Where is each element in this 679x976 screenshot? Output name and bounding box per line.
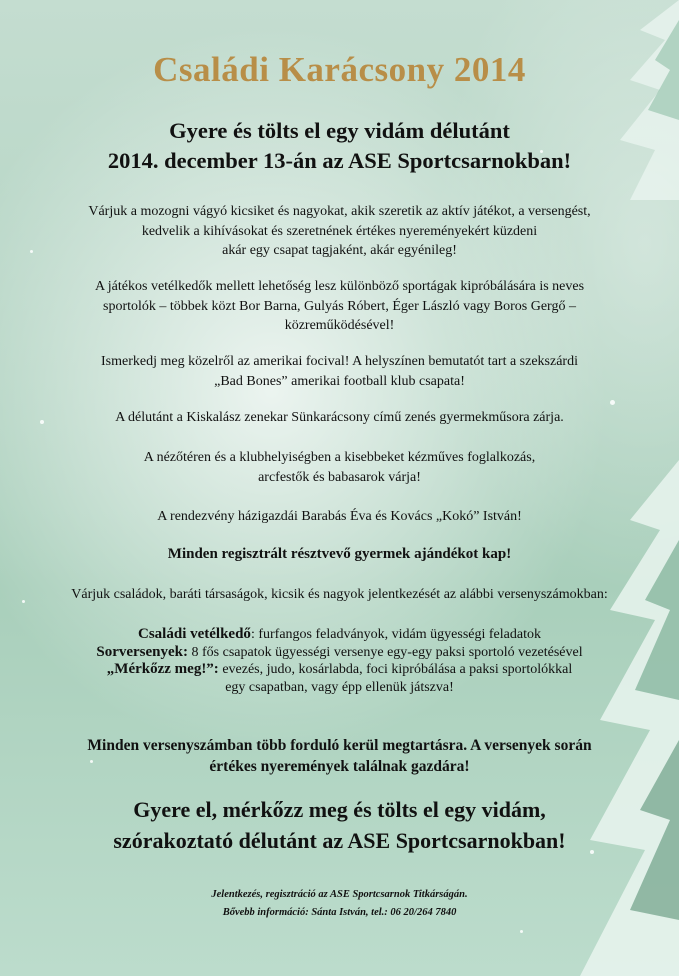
text-line: arcfestők és babasarok várja! bbox=[258, 469, 421, 485]
closing-call bbox=[0, 794, 679, 856]
football-paragraph bbox=[40, 352, 639, 391]
events-list bbox=[40, 626, 639, 696]
text-line: értékes nyeremények találnak gazdára! bbox=[209, 758, 470, 775]
intro-paragraph bbox=[40, 202, 639, 261]
event-description: evezés, judo, kosárlabda, foci kipróbálása a paksi sportolókkal bbox=[218, 662, 573, 677]
event-item bbox=[40, 679, 639, 697]
text-line: A játékos vetélkedők mellett lehetőség lesz különböző sportágak kipróbálására is neves bbox=[94, 279, 585, 294]
subtitle-line: Gyere és tölts el egy vidám délutánt bbox=[169, 118, 510, 143]
sports-paragraph bbox=[40, 277, 639, 336]
subtitle-line: 2014. december 13-án az ASE Sportcsarnokban! bbox=[107, 148, 572, 173]
text-line: Minden versenyszámban több forduló kerül megtartásra. A versenyek során bbox=[87, 737, 592, 754]
text-line: Minden regisztrált résztvevő gyermek ajándékot kap! bbox=[167, 546, 512, 562]
hosts-paragraph bbox=[40, 507, 639, 527]
gift-paragraph bbox=[40, 545, 639, 565]
text-line: „Bad Bones” amerikai football klub csapata! bbox=[214, 373, 465, 389]
event-name: „Mérkőzz meg!”: bbox=[106, 661, 219, 677]
crafts-paragraph bbox=[40, 448, 639, 487]
text-line: kedvelik a kihívásokat és szeretnének értékes nyereményekért küzdeni bbox=[141, 223, 538, 239]
text-line: Várjuk a mozogni vágyó kicsiket és nagyokat, akik szeretik az aktív játékot, a versengést, bbox=[88, 204, 591, 219]
snowflake bbox=[30, 250, 33, 253]
text-line: A rendezvény házigazdái Barabás Éva és Kovács „Kokó” István! bbox=[157, 509, 522, 524]
flyer-subtitle bbox=[0, 116, 679, 176]
event-description: egy csapatban, vagy épp ellenük játszva! bbox=[225, 679, 454, 695]
text-line: A nézőtéren és a klubhelyiségben a kisebbeket kézműves foglalkozás, bbox=[143, 450, 536, 465]
contact-footer bbox=[0, 886, 679, 922]
event-name: Családi vetélkedő bbox=[138, 626, 251, 642]
text-line: akár egy csapat tagjaként, akár egyénileg! bbox=[222, 243, 457, 258]
event-item bbox=[40, 644, 639, 662]
text-line: Gyere el, mérkőzz meg és tölts el egy vidám, bbox=[133, 797, 546, 822]
text-line: közreműködésével! bbox=[284, 318, 395, 333]
music-paragraph bbox=[40, 408, 639, 428]
text-line: szórakoztató délutánt az ASE Sportcsarnokban! bbox=[113, 828, 566, 853]
event-description: 8 fős csapatok ügyességi versenye egy-egy paksi sportoló vezetésével bbox=[188, 644, 583, 660]
text-line: A délutánt a Kiskalász zenekar Sünkarácsony című zenés gyermekműsora zárja. bbox=[115, 410, 564, 425]
rounds-paragraph bbox=[30, 735, 649, 777]
snowflake bbox=[520, 930, 523, 933]
text-line: Ismerkedj meg közelről az amerikai focival! A helyszínen bemutatót tart a szekszárdi bbox=[101, 354, 578, 369]
event-description: : furfangos feladványok, vidám ügyességi feladatok bbox=[250, 627, 541, 642]
snowflake bbox=[610, 400, 615, 405]
snowflake bbox=[22, 600, 25, 603]
text-line: Várjuk családok, baráti társaságok, kicsik és nagyok jelentkezését az alábbi versenyszámokban: bbox=[71, 587, 608, 602]
text-line: Jelentkezés, regisztráció az ASE Sportcsarnok Titkárságán. bbox=[211, 889, 468, 900]
text-line: Bővebb információ: Sánta István, tel.: 06 20/264 7840 bbox=[222, 907, 457, 918]
event-item bbox=[40, 661, 639, 679]
text-line: sportolók – többek közt Bor Barna, Gulyás Róbert, Éger László vagy Boros Gergő – bbox=[103, 298, 576, 314]
flyer-title: Családi Karácsony 2014 bbox=[153, 50, 526, 89]
event-item bbox=[40, 626, 639, 644]
invite-paragraph bbox=[40, 585, 639, 605]
event-name: Sorversenyek: bbox=[96, 643, 189, 660]
